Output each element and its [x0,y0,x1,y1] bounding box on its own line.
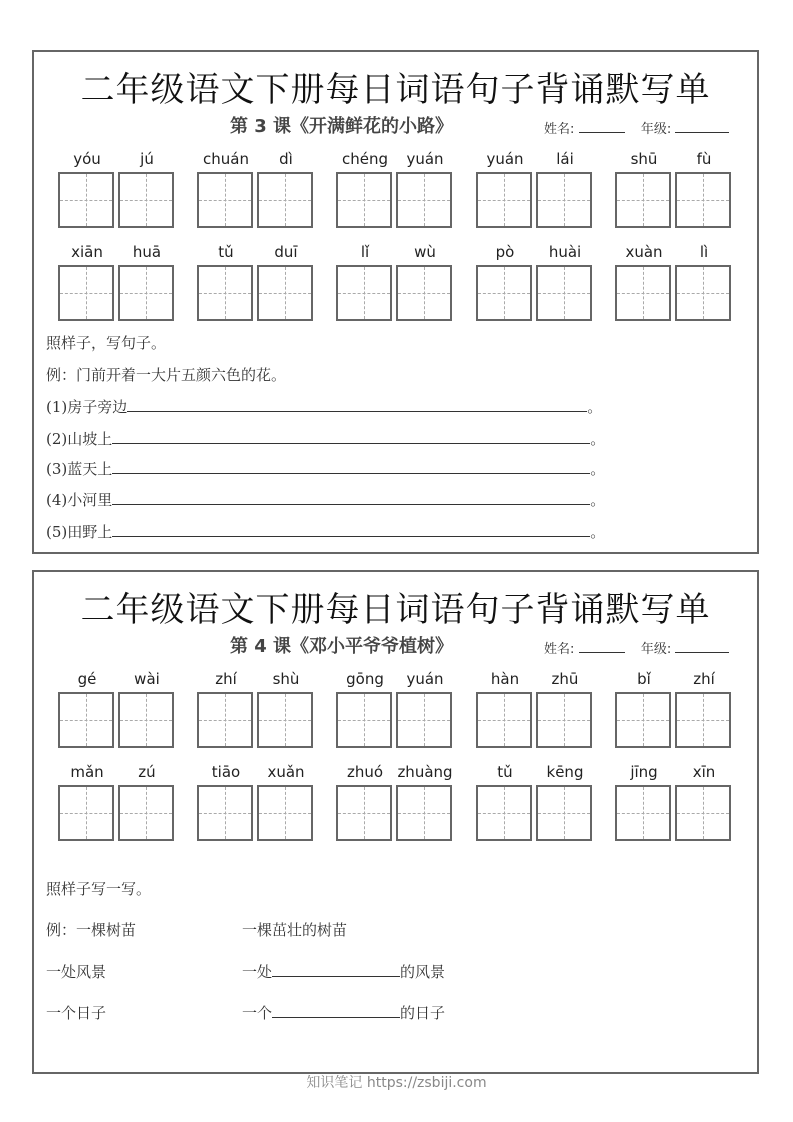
pinyin: xuǎn [267,763,305,781]
period: 。 [590,460,606,478]
word-cell [476,763,594,843]
worksheet-lesson-4 [32,570,759,1074]
pinyin: shū [630,150,658,168]
word-cell [58,763,176,843]
answer-line[interactable] [127,397,587,412]
pinyin: yuán [406,150,444,168]
pinyin: tǔ [218,243,234,261]
pinyin: gé [77,670,97,688]
answer-line[interactable] [272,1003,400,1018]
name-blank[interactable] [579,120,625,133]
period: 。 [587,398,603,416]
word-cell [615,763,733,843]
item-prompt: (3)蓝天上 [46,460,113,478]
writing-grid[interactable] [118,692,174,748]
pinyin: lì [699,243,709,261]
pinyin: gōng [346,670,384,688]
item-prompt: (4)小河里 [46,491,113,509]
answer-line[interactable] [112,429,590,444]
question-left: 一处风景 [46,963,107,981]
writing-grid[interactable] [257,785,313,841]
worksheet-lesson-3 [32,50,759,554]
pinyin: huài [548,243,582,261]
word-cell [615,670,733,750]
pinyin: yóu [73,150,101,168]
pinyin: bǐ [637,670,651,688]
writing-grid[interactable] [58,265,114,321]
writing-grid[interactable] [536,692,592,748]
writing-grid[interactable] [675,172,731,228]
writing-grid[interactable] [58,692,114,748]
question-prefix: 一处 [242,963,273,981]
writing-grid[interactable] [118,172,174,228]
pinyin: dì [279,150,293,168]
writing-grid[interactable] [336,785,392,841]
answer-line[interactable] [272,962,400,977]
pinyin: yuán [406,670,444,688]
pinyin: chéng [341,150,388,168]
writing-grid[interactable] [197,785,253,841]
pinyin: zú [138,763,156,781]
question-right [242,1002,445,1023]
writing-grid[interactable] [476,785,532,841]
pinyin: jú [140,150,154,168]
word-cell [197,150,315,230]
question-left: 一个日子 [46,1004,107,1022]
grade-blank[interactable] [675,640,729,653]
lesson-title: 第 3 课《开满鲜花的小路》 [230,116,454,137]
writing-grid[interactable] [58,172,114,228]
writing-grid[interactable] [615,692,671,748]
question-suffix: 的日子 [400,1004,446,1022]
period: 。 [590,523,606,541]
example-left: 例：一棵树苗 [46,921,137,939]
pinyin: zhí [215,670,237,688]
footer-watermark: 知识笔记 https://zsbiji.com [306,1075,487,1091]
instruction: 照样子写一写。 [46,880,152,898]
writing-grid[interactable] [675,265,731,321]
word-cell [58,243,176,323]
pinyin: pò [495,243,515,261]
example-right: 一棵茁壮的树苗 [242,921,348,939]
student-info [544,118,729,137]
writing-grid[interactable] [396,785,452,841]
writing-grid[interactable] [336,692,392,748]
word-cell [197,243,315,323]
word-cell [336,243,454,323]
item-prompt: (5)田野上 [46,523,113,541]
word-cell [58,670,176,750]
question-suffix: 的风景 [400,963,446,981]
writing-grid[interactable] [118,785,174,841]
name-label: 姓名: [544,122,575,137]
writing-grid[interactable] [197,172,253,228]
writing-grid[interactable] [257,692,313,748]
pinyin: duī [274,243,298,261]
writing-grid[interactable] [197,692,253,748]
period: 。 [590,491,606,509]
pinyin: tiāo [211,763,241,781]
writing-grid[interactable] [118,265,174,321]
writing-grid[interactable] [476,172,532,228]
example-sentence: 例：门前开着一大片五颜六色的花。 [46,366,287,384]
pinyin: huā [132,243,162,261]
pinyin: zhuàng [397,763,453,781]
question-prefix: 一个 [242,1004,273,1022]
pinyin: tǔ [497,763,513,781]
name-blank[interactable] [579,640,625,653]
grade-label: 年级: [640,122,672,137]
writing-grid[interactable] [396,172,452,228]
writing-grid[interactable] [336,265,392,321]
writing-grid[interactable] [675,785,731,841]
word-cell [336,150,454,230]
name-label: 姓名: [544,642,575,657]
word-cell [336,670,454,750]
pinyin: jīng [630,763,658,781]
student-info [544,638,729,657]
pinyin: fù [696,150,712,168]
writing-grid[interactable] [197,265,253,321]
question-right [242,961,445,982]
writing-grid[interactable] [536,265,592,321]
writing-grid[interactable] [675,692,731,748]
pinyin: zhuó [346,763,384,781]
worksheet-title: 二年级语文下册每日词语句子背诵默写单 [80,70,711,110]
writing-grid[interactable] [476,265,532,321]
answer-line[interactable] [112,459,590,474]
word-cell [615,150,733,230]
word-cell [197,670,315,750]
writing-grid[interactable] [396,265,452,321]
item-prompt: (1)房子旁边 [46,398,128,416]
pinyin: xuàn [625,243,663,261]
sentence-item [46,521,605,542]
pinyin: zhí [693,670,715,688]
writing-grid[interactable] [396,692,452,748]
writing-grid[interactable] [536,785,592,841]
sentence-item [46,428,605,449]
writing-grid[interactable] [257,172,313,228]
writing-grid[interactable] [476,692,532,748]
answer-line[interactable] [112,490,590,505]
sentence-item [46,489,605,510]
pinyin: lái [556,150,574,168]
word-cell [336,763,454,843]
answer-line[interactable] [112,522,590,537]
pinyin: shù [272,670,300,688]
pinyin: mǎn [70,763,104,781]
word-cell [197,763,315,843]
word-cell [58,150,176,230]
pinyin: yuán [486,150,524,168]
pinyin: hàn [490,670,520,688]
instruction: 照样子，写句子。 [46,334,167,352]
pinyin: wù [414,243,436,261]
writing-grid[interactable] [615,172,671,228]
pinyin: xiān [71,243,103,261]
writing-grid[interactable] [257,265,313,321]
lesson-title: 第 4 课《邓小平爷爷植树》 [230,636,454,657]
sentence-item [46,458,605,479]
writing-grid[interactable] [615,785,671,841]
sentence-item [46,396,602,417]
item-prompt: (2)山坡上 [46,430,113,448]
word-cell [615,243,733,323]
word-cell [476,150,594,230]
pinyin: wài [134,670,160,688]
writing-grid[interactable] [58,785,114,841]
writing-grid[interactable] [615,265,671,321]
worksheet-title: 二年级语文下册每日词语句子背诵默写单 [80,590,711,630]
word-cell [476,243,594,323]
pinyin: zhū [551,670,579,688]
pinyin: xīn [692,763,716,781]
word-cell [476,670,594,750]
pinyin: kēng [546,763,584,781]
grade-blank[interactable] [675,120,729,133]
period: 。 [590,430,606,448]
writing-grid[interactable] [336,172,392,228]
writing-grid[interactable] [536,172,592,228]
pinyin: lǐ [360,243,370,261]
pinyin: chuán [203,150,249,168]
grade-label: 年级: [640,642,672,657]
